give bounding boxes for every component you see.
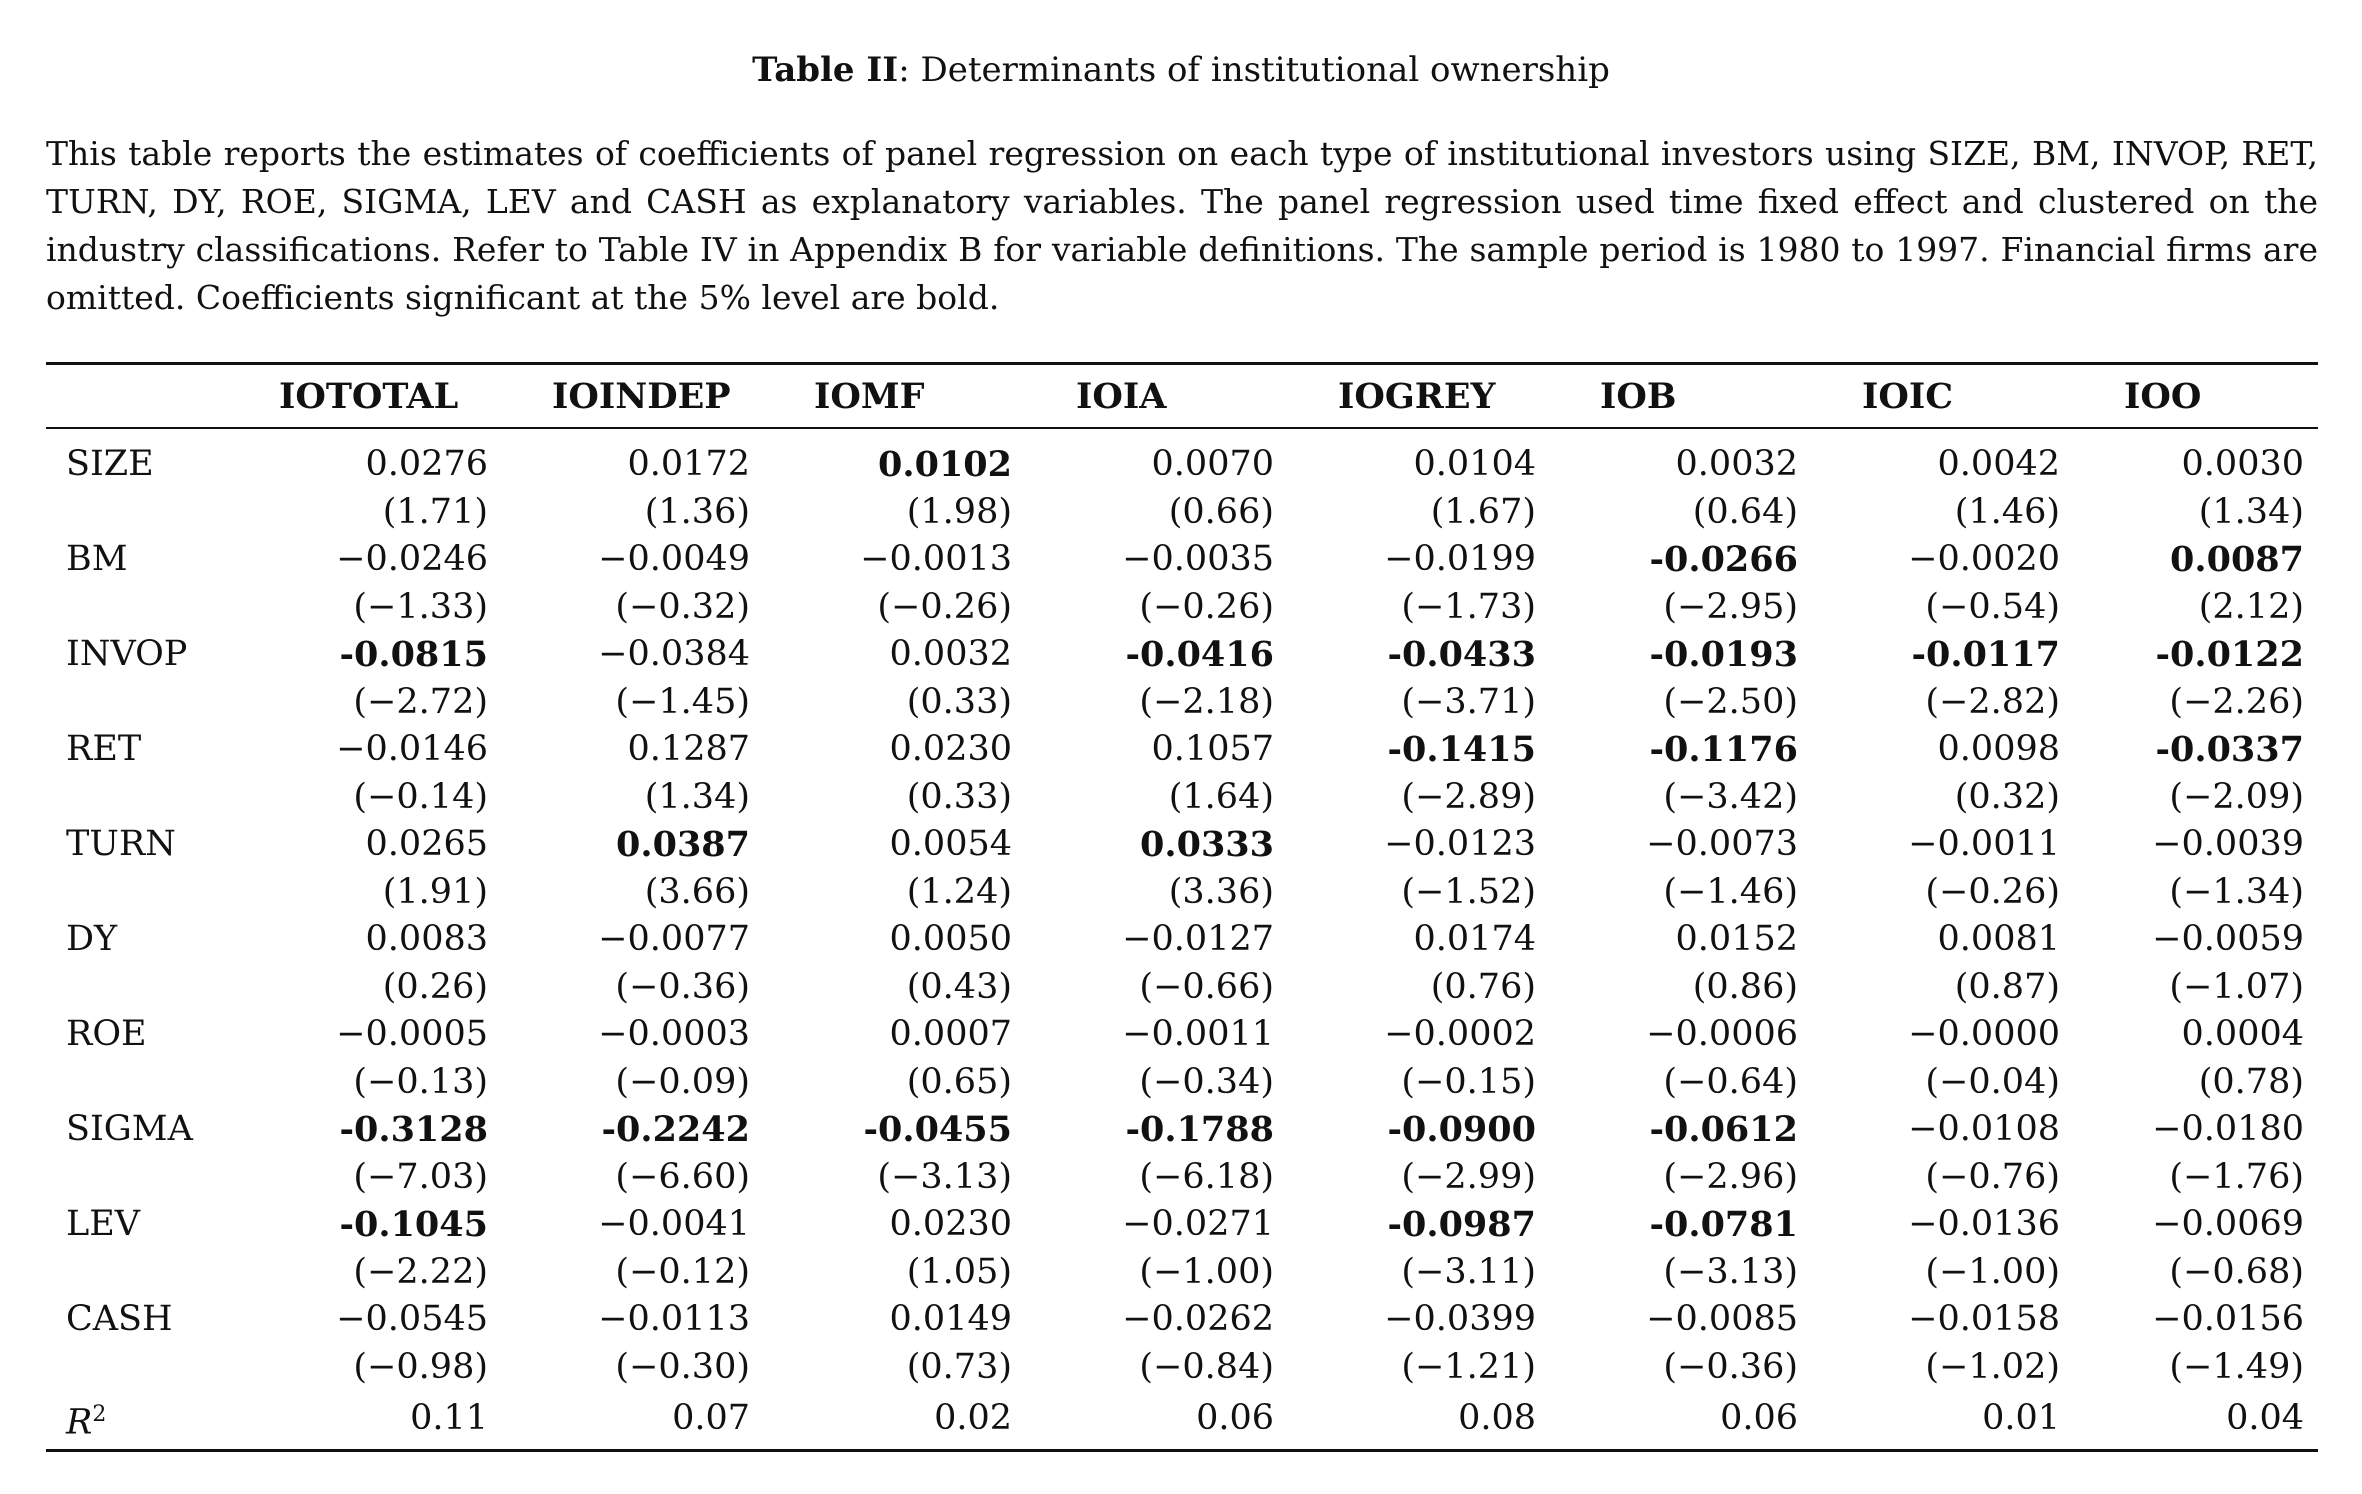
coefficient-cell: −0.0073 bbox=[1646, 824, 1798, 864]
tstat-cell: (−0.66) bbox=[1139, 966, 1274, 1007]
r-squared-row bbox=[46, 1391, 2318, 1447]
row-label: BM bbox=[66, 539, 128, 579]
coefficient-cell: −0.0011 bbox=[1908, 824, 2060, 864]
coefficient-cell: 0.0083 bbox=[365, 919, 488, 959]
coefficient-cell: 0.0387 bbox=[616, 824, 750, 865]
r-squared-cell: 0.11 bbox=[410, 1398, 488, 1439]
tstat-cell: (1.24) bbox=[906, 871, 1012, 912]
coefficient-cell: 0.1057 bbox=[1151, 729, 1274, 769]
row-label-blank bbox=[46, 774, 228, 822]
tstat-cell: (−2.72) bbox=[353, 681, 488, 722]
table-body bbox=[46, 441, 2318, 1447]
r-squared-cell: 0.01 bbox=[1982, 1398, 2060, 1439]
coefficient-cell: −0.0035 bbox=[1122, 539, 1274, 579]
coefficient-cell: 0.0102 bbox=[878, 444, 1012, 485]
coefficient-cell: −0.0049 bbox=[598, 539, 750, 579]
r-squared-cell: 0.06 bbox=[1720, 1398, 1798, 1439]
tstat-cell: (−2.95) bbox=[1663, 586, 1798, 627]
coefficient-cell: −0.0020 bbox=[1908, 539, 2060, 579]
coefficient-cell: 0.0030 bbox=[2181, 444, 2304, 484]
tstat-cell: (−1.02) bbox=[1925, 1346, 2060, 1387]
tstat-cell: (1.46) bbox=[1954, 491, 2060, 532]
coefficient-cell: 0.1287 bbox=[627, 729, 750, 769]
tstat-cell: (−0.76) bbox=[1925, 1156, 2060, 1197]
column-header: IOGREY bbox=[1338, 375, 1496, 417]
tstat-cell: (0.26) bbox=[382, 966, 488, 1007]
coefficient-cell: 0.0265 bbox=[365, 824, 488, 864]
header-spacer-row bbox=[46, 427, 2318, 441]
tstat-cell: (−0.30) bbox=[615, 1346, 750, 1387]
row-label-blank bbox=[46, 489, 228, 537]
tstat-cell: (0.64) bbox=[1692, 491, 1798, 532]
coefficient-cell: −0.0545 bbox=[336, 1299, 488, 1339]
coefficient-cell: 0.0174 bbox=[1413, 919, 1536, 959]
coefficient-cell: 0.0042 bbox=[1937, 444, 2060, 484]
table-description: This table reports the estimates of coefficients of panel regression on each type of institutional investors using SIZE, BM, INVOP, RET, TURN, DY, ROE, SIGMA, LEV and CASH as explanatory variables. The panel regression used time fixed effect and clustered on the industry classifications. Refer to Table IV in Appendix B for variable definitions. The sample period is 1980 to 1997. Financial firms are omitted. Coefficients significant at the 5% level are bold. bbox=[46, 134, 2318, 317]
tstat-row-cash bbox=[46, 1344, 2318, 1392]
column-header: IOMF bbox=[814, 375, 925, 417]
row-label: TURN bbox=[66, 824, 176, 864]
coefficient-cell: −0.0399 bbox=[1384, 1299, 1536, 1339]
table-header bbox=[46, 365, 2318, 441]
coefficient-cell: 0.0050 bbox=[889, 919, 1012, 959]
tstat-row-invop bbox=[46, 679, 2318, 727]
coefficient-row-dy bbox=[46, 916, 2318, 964]
row-label: INVOP bbox=[66, 634, 188, 674]
tstat-cell: (1.91) bbox=[382, 871, 488, 912]
tstat-cell: (−3.11) bbox=[1401, 1251, 1536, 1292]
tstat-row-size bbox=[46, 489, 2318, 537]
coefficient-row-sigma bbox=[46, 1106, 2318, 1154]
coefficient-cell: −0.0011 bbox=[1122, 1014, 1274, 1054]
coefficient-cell: −0.0000 bbox=[1908, 1014, 2060, 1054]
r-squared-cell: 0.06 bbox=[1196, 1398, 1274, 1439]
tstat-row-sigma bbox=[46, 1154, 2318, 1202]
tstat-cell: (0.33) bbox=[906, 681, 1012, 722]
coefficient-row-ret bbox=[46, 726, 2318, 774]
tstat-cell: (0.86) bbox=[1692, 966, 1798, 1007]
coefficient-cell: −0.0108 bbox=[1908, 1109, 2060, 1149]
r-squared-exponent: 2 bbox=[92, 1402, 107, 1427]
header-blank-cell bbox=[46, 365, 228, 427]
coefficient-cell: -0.0987 bbox=[1387, 1204, 1536, 1245]
tstat-cell: (−0.14) bbox=[353, 776, 488, 817]
tstat-cell: (−2.50) bbox=[1663, 681, 1798, 722]
coefficient-cell: 0.0098 bbox=[1937, 729, 2060, 769]
coefficient-cell: −0.0271 bbox=[1122, 1204, 1274, 1244]
tstat-cell: (−1.49) bbox=[2169, 1346, 2304, 1387]
tstat-cell: (−0.34) bbox=[1139, 1061, 1274, 1102]
tstat-cell: (−1.76) bbox=[2169, 1156, 2304, 1197]
coefficient-cell: 0.0152 bbox=[1675, 919, 1798, 959]
row-label-blank bbox=[46, 1344, 228, 1392]
tstat-row-ret bbox=[46, 774, 2318, 822]
coefficient-cell: 0.0276 bbox=[365, 444, 488, 484]
row-label-blank bbox=[46, 964, 228, 1012]
tstat-cell: (−6.60) bbox=[615, 1156, 750, 1197]
row-label: LEV bbox=[66, 1204, 141, 1244]
tstat-cell: (−0.68) bbox=[2169, 1251, 2304, 1292]
tstat-cell: (−2.99) bbox=[1401, 1156, 1536, 1197]
tstat-cell: (−1.46) bbox=[1663, 871, 1798, 912]
r-squared-cell: 0.02 bbox=[934, 1398, 1012, 1439]
tstat-cell: (−0.36) bbox=[615, 966, 750, 1007]
row-label-blank bbox=[46, 1249, 228, 1297]
coefficient-cell: 0.0032 bbox=[1675, 444, 1798, 484]
tstat-cell: (−1.52) bbox=[1401, 871, 1536, 912]
column-header: IOB bbox=[1600, 375, 1677, 417]
tstat-cell: (−7.03) bbox=[353, 1156, 488, 1197]
tstat-cell: (−2.26) bbox=[2169, 681, 2304, 722]
coefficient-cell: −0.0013 bbox=[860, 539, 1012, 579]
tstat-cell: (−1.00) bbox=[1139, 1251, 1274, 1292]
tstat-cell: (3.36) bbox=[1168, 871, 1274, 912]
coefficient-cell: -0.0815 bbox=[339, 634, 488, 675]
coefficient-cell: −0.0039 bbox=[2152, 824, 2304, 864]
tstat-cell: (−0.04) bbox=[1925, 1061, 2060, 1102]
tstat-cell: (−0.12) bbox=[615, 1251, 750, 1292]
coefficient-cell: 0.0333 bbox=[1140, 824, 1274, 865]
coefficient-cell: −0.0158 bbox=[1908, 1299, 2060, 1339]
tstat-cell: (1.34) bbox=[644, 776, 750, 817]
coefficient-cell: -0.0433 bbox=[1387, 634, 1536, 675]
row-label: CASH bbox=[66, 1299, 173, 1339]
coefficient-cell: −0.0085 bbox=[1646, 1299, 1798, 1339]
tstat-cell: (1.05) bbox=[906, 1251, 1012, 1292]
coefficient-cell: -0.0337 bbox=[2155, 729, 2304, 770]
coefficient-cell: −0.0384 bbox=[598, 634, 750, 674]
tstat-cell: (2.12) bbox=[2198, 586, 2304, 627]
coefficient-cell: -0.0117 bbox=[1911, 634, 2060, 675]
coefficient-cell: −0.0005 bbox=[336, 1014, 488, 1054]
coefficient-cell: -0.1415 bbox=[1387, 729, 1536, 770]
tstat-cell: (−2.82) bbox=[1925, 681, 2060, 722]
regression-table bbox=[46, 365, 2318, 1447]
tstat-cell: (1.64) bbox=[1168, 776, 1274, 817]
tstat-cell: (−0.32) bbox=[615, 586, 750, 627]
column-header: IOIA bbox=[1076, 375, 1167, 417]
coefficient-cell: −0.0077 bbox=[598, 919, 750, 959]
tstat-cell: (−2.89) bbox=[1401, 776, 1536, 817]
coefficient-cell: -0.1788 bbox=[1125, 1109, 1274, 1150]
table-caption-label: Table II bbox=[752, 50, 899, 90]
column-header: IOTOTAL bbox=[279, 375, 459, 417]
tstat-cell: (−3.13) bbox=[1663, 1251, 1798, 1292]
tstat-cell: (3.66) bbox=[644, 871, 750, 912]
row-label-blank bbox=[46, 679, 228, 727]
tstat-cell: (−2.18) bbox=[1139, 681, 1274, 722]
tstat-cell: (−0.26) bbox=[1925, 871, 2060, 912]
coefficient-cell: -0.0781 bbox=[1649, 1204, 1798, 1245]
tstat-cell: (0.33) bbox=[906, 776, 1012, 817]
coefficient-cell: -0.0612 bbox=[1649, 1109, 1798, 1150]
row-label: SIZE bbox=[66, 444, 154, 484]
row-label-blank bbox=[46, 1059, 228, 1107]
coefficient-row-roe bbox=[46, 1011, 2318, 1059]
coefficient-cell: −0.0041 bbox=[598, 1204, 750, 1244]
column-header: IOINDEP bbox=[552, 375, 731, 417]
tstat-cell: (0.76) bbox=[1430, 966, 1536, 1007]
header-spacer bbox=[46, 427, 2318, 441]
r-squared-cell: 0.08 bbox=[1458, 1398, 1536, 1439]
coefficient-cell: -0.1045 bbox=[339, 1204, 488, 1245]
coefficient-cell: 0.0070 bbox=[1151, 444, 1274, 484]
header-row bbox=[46, 365, 2318, 427]
coefficient-cell: 0.0104 bbox=[1413, 444, 1536, 484]
tstat-cell: (0.87) bbox=[1954, 966, 2060, 1007]
coefficient-row-invop bbox=[46, 631, 2318, 679]
coefficient-row-lev bbox=[46, 1201, 2318, 1249]
tstat-cell: (0.73) bbox=[906, 1346, 1012, 1387]
coefficient-cell: −0.0136 bbox=[1908, 1204, 2060, 1244]
coefficient-cell: 0.0054 bbox=[889, 824, 1012, 864]
coefficient-cell: 0.0230 bbox=[889, 1204, 1012, 1244]
coefficient-row-size bbox=[46, 441, 2318, 489]
tstat-cell: (−2.09) bbox=[2169, 776, 2304, 817]
coefficient-cell: −0.0262 bbox=[1122, 1299, 1274, 1339]
tstat-cell: (0.66) bbox=[1168, 491, 1274, 532]
coefficient-cell: 0.0004 bbox=[2181, 1014, 2304, 1054]
row-label: SIGMA bbox=[66, 1109, 193, 1149]
tstat-cell: (−1.07) bbox=[2169, 966, 2304, 1007]
coefficient-cell: 0.0149 bbox=[889, 1299, 1012, 1339]
coefficient-cell: −0.0002 bbox=[1384, 1014, 1536, 1054]
coefficient-cell: 0.0032 bbox=[889, 634, 1012, 674]
coefficient-cell: −0.0146 bbox=[336, 729, 488, 769]
coefficient-cell: −0.0059 bbox=[2152, 919, 2304, 959]
tstat-cell: (−1.00) bbox=[1925, 1251, 2060, 1292]
coefficient-cell: -0.3128 bbox=[339, 1109, 488, 1150]
coefficient-cell: −0.0113 bbox=[598, 1299, 750, 1339]
tstat-cell: (−3.42) bbox=[1663, 776, 1798, 817]
tstat-cell: (−2.96) bbox=[1663, 1156, 1798, 1197]
coefficient-cell: -0.0455 bbox=[863, 1109, 1012, 1150]
tstat-cell: (−0.15) bbox=[1401, 1061, 1536, 1102]
coefficient-cell: -0.0193 bbox=[1649, 634, 1798, 675]
tstat-cell: (−3.13) bbox=[877, 1156, 1012, 1197]
coefficient-cell: 0.0007 bbox=[889, 1014, 1012, 1054]
row-label-blank bbox=[46, 1154, 228, 1202]
coefficient-row-cash bbox=[46, 1296, 2318, 1344]
coefficient-cell: -0.2242 bbox=[601, 1109, 750, 1150]
tstat-cell: (1.98) bbox=[906, 491, 1012, 532]
tstat-row-turn bbox=[46, 869, 2318, 917]
coefficient-cell: -0.1176 bbox=[1649, 729, 1798, 770]
tstat-cell: (1.34) bbox=[2198, 491, 2304, 532]
coefficient-row-bm bbox=[46, 536, 2318, 584]
tstat-cell: (−0.84) bbox=[1139, 1346, 1274, 1387]
row-label: DY bbox=[66, 919, 118, 959]
tstat-cell: (−0.64) bbox=[1663, 1061, 1798, 1102]
coefficient-cell: 0.0172 bbox=[627, 444, 750, 484]
coefficient-cell: -0.0266 bbox=[1649, 539, 1798, 580]
coefficient-cell: -0.0416 bbox=[1125, 634, 1274, 675]
tstat-row-lev bbox=[46, 1249, 2318, 1297]
coefficient-cell: -0.0900 bbox=[1387, 1109, 1536, 1150]
tstat-cell: (−3.71) bbox=[1401, 681, 1536, 722]
coefficient-cell: −0.0123 bbox=[1384, 824, 1536, 864]
column-header: IOO bbox=[2124, 375, 2202, 417]
tstat-cell: (−0.13) bbox=[353, 1061, 488, 1102]
tstat-cell: (−1.33) bbox=[353, 586, 488, 627]
row-label: RET bbox=[66, 729, 142, 769]
tstat-cell: (−1.45) bbox=[615, 681, 750, 722]
tstat-row-roe bbox=[46, 1059, 2318, 1107]
r-squared-symbol: R bbox=[66, 1402, 93, 1443]
coefficient-row-turn bbox=[46, 821, 2318, 869]
tstat-cell: (−0.26) bbox=[1139, 586, 1274, 627]
tstat-cell: (−0.26) bbox=[877, 586, 1012, 627]
tstat-cell: (0.43) bbox=[906, 966, 1012, 1007]
r-squared-cell: 0.07 bbox=[672, 1398, 750, 1439]
coefficient-cell: −0.0180 bbox=[2152, 1109, 2304, 1149]
tstat-cell: (−1.73) bbox=[1401, 586, 1536, 627]
tstat-row-dy bbox=[46, 964, 2318, 1012]
tstat-cell: (−0.36) bbox=[1663, 1346, 1798, 1387]
coefficient-cell: −0.0199 bbox=[1384, 539, 1536, 579]
r-squared-label bbox=[46, 1391, 228, 1447]
table-caption bbox=[0, 46, 2362, 94]
row-label-blank bbox=[46, 584, 228, 632]
row-label: ROE bbox=[66, 1014, 147, 1054]
tstat-cell: (1.36) bbox=[644, 491, 750, 532]
tstat-cell: (1.71) bbox=[382, 491, 488, 532]
tstat-cell: (0.78) bbox=[2198, 1061, 2304, 1102]
table-bottom-rule bbox=[46, 1449, 2318, 1452]
tstat-cell: (1.67) bbox=[1430, 491, 1536, 532]
coefficient-cell: 0.0087 bbox=[2170, 539, 2304, 580]
coefficient-cell: −0.0156 bbox=[2152, 1299, 2304, 1339]
table-caption-text: : Determinants of institutional ownership bbox=[898, 50, 1610, 90]
row-label-blank bbox=[46, 869, 228, 917]
coefficient-cell: 0.0081 bbox=[1937, 919, 2060, 959]
coefficient-cell: −0.0127 bbox=[1122, 919, 1274, 959]
coefficient-cell: −0.0246 bbox=[336, 539, 488, 579]
column-header: IOIC bbox=[1862, 375, 1954, 417]
coefficient-cell: -0.0122 bbox=[2155, 634, 2304, 675]
coefficient-cell: 0.0230 bbox=[889, 729, 1012, 769]
tstat-cell: (−1.21) bbox=[1401, 1346, 1536, 1387]
tstat-cell: (−6.18) bbox=[1139, 1156, 1274, 1197]
tstat-cell: (−2.22) bbox=[353, 1251, 488, 1292]
tstat-cell: (−1.34) bbox=[2169, 871, 2304, 912]
coefficient-cell: −0.0006 bbox=[1646, 1014, 1798, 1054]
coefficient-cell: −0.0003 bbox=[598, 1014, 750, 1054]
tstat-cell: (0.32) bbox=[1954, 776, 2060, 817]
tstat-cell: (−0.98) bbox=[353, 1346, 488, 1387]
r-squared-cell: 0.04 bbox=[2226, 1398, 2304, 1439]
tstat-cell: (0.65) bbox=[906, 1061, 1012, 1102]
tstat-cell: (−0.09) bbox=[615, 1061, 750, 1102]
coefficient-cell: −0.0069 bbox=[2152, 1204, 2304, 1244]
tstat-cell: (−0.54) bbox=[1925, 586, 2060, 627]
tstat-row-bm bbox=[46, 584, 2318, 632]
